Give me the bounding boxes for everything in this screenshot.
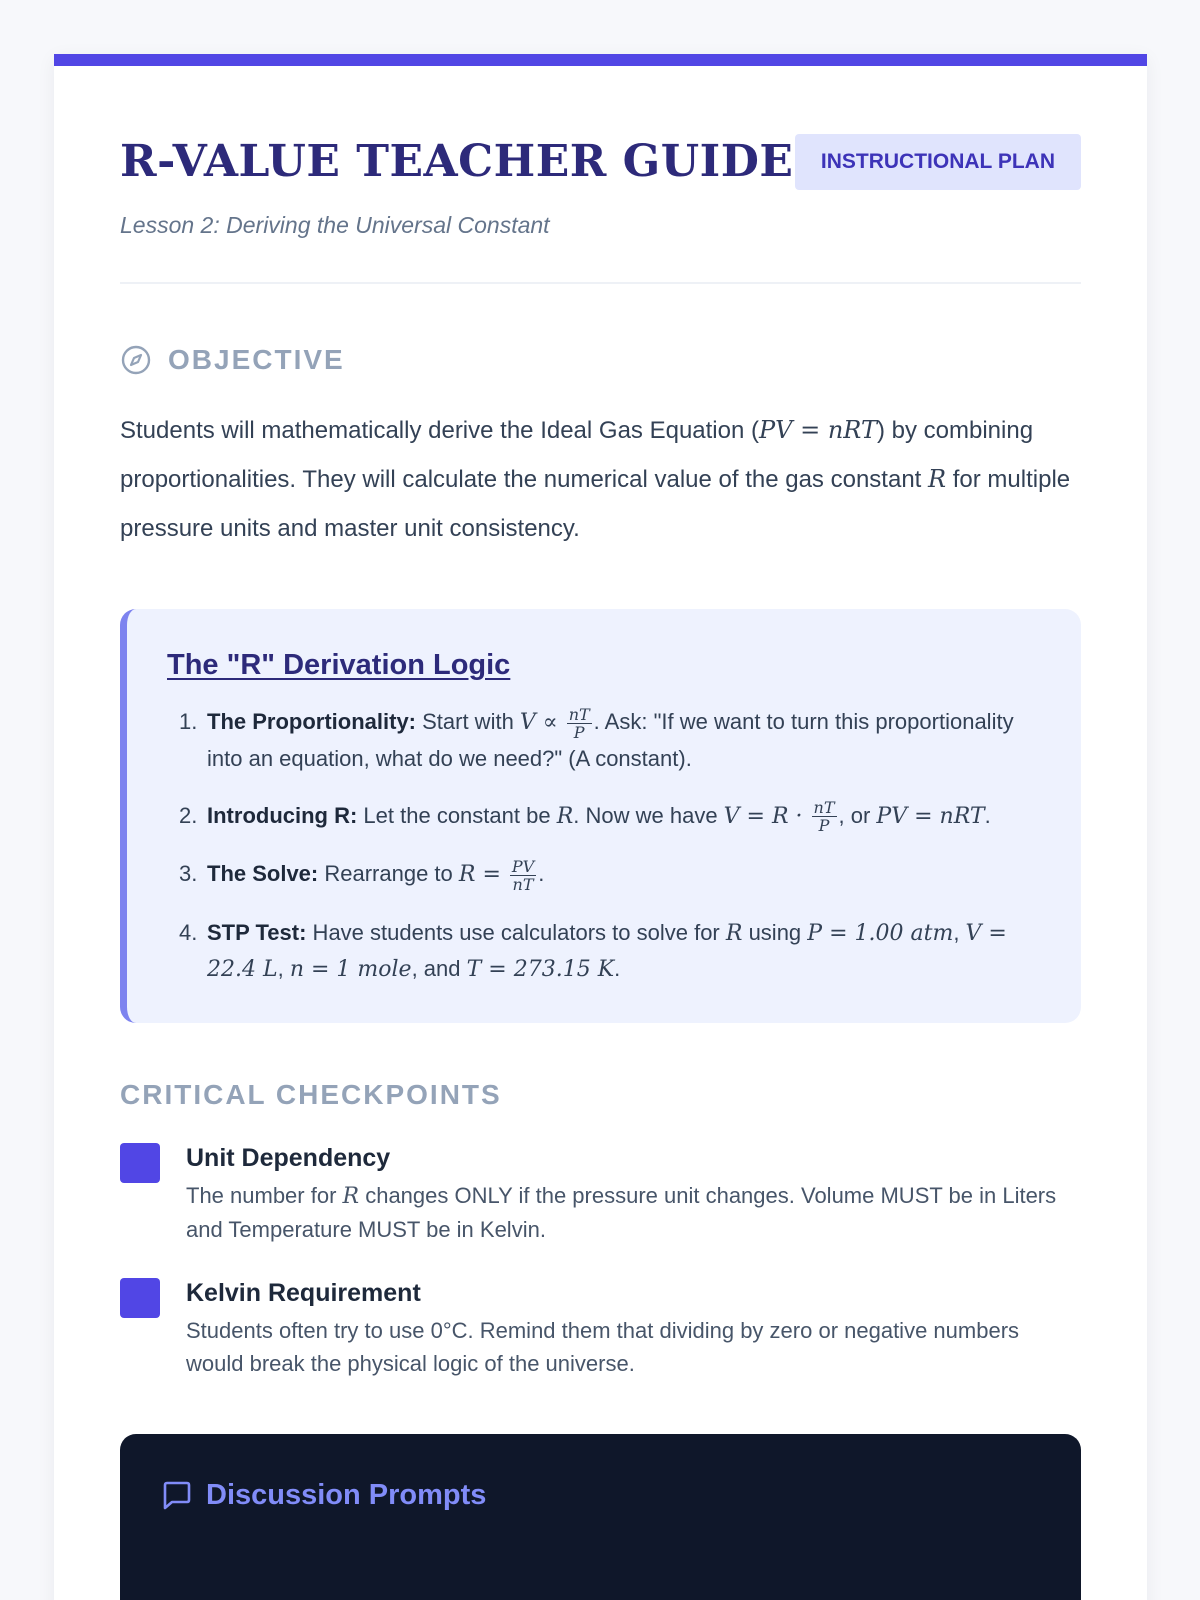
- derivation-logic-panel: [120, 609, 1081, 1023]
- checkpoint-kelvin-requirement: [120, 1276, 1081, 1380]
- derivation-step-3: 3. The Solve: Rearrange to R = $\frac{PV}{nT}$ .: [179, 857, 545, 895]
- derivation-step-1: 1. The Proportionality: Start with V ∝ $\frac{nT}{P}$ . Ask: "If we want to turn this proportionality into an equation, what do we need?" (A constant).: [179, 704, 1014, 771]
- lesson-subtitle: Lesson 2: Deriving the Universal Constant: [120, 212, 550, 238]
- fraction: $\frac{PV}{nT}$: [511, 857, 535, 895]
- checkpoint-text: The number for R changes ONLY if the pressure unit changes. Volume MUST be in Liters and Temperature MUST be in Kelvin.: [186, 1183, 1057, 1243]
- discussion-heading: [160, 1478, 1041, 1512]
- guide-header: [120, 66, 1081, 284]
- objective-text: Students will mathematically derive the Ideal Gas Equation (PV = nRT) by combining proportionalities. They will calculate the numerical value of the gas constant R for multiple pressure units and master unit consistency.: [120, 416, 1071, 542]
- gas-constant-symbol: R: [928, 465, 947, 493]
- objective-heading: [120, 344, 1081, 376]
- checkpoint-title: Kelvin Requirement: [186, 1279, 421, 1308]
- page-title: R-VALUE TEACHER GUIDE: [120, 136, 794, 187]
- derivation-steps: [167, 704, 1041, 987]
- derivation-step-4: 4. STP Test: Have students use calculators to solve for R using P = 1.00 atm, V = 22.4 L, n = 1 mole, and T = 273.15 K.: [179, 920, 1007, 983]
- checkpoints-heading: CRITICAL CHECKPOINTS: [120, 1079, 502, 1111]
- discussion-prompts-panel: [120, 1434, 1081, 1600]
- checkpoint-marker: [120, 1143, 160, 1183]
- checkpoint-text: Students often try to use 0°C. Remind them that dividing by zero or negative numbers would break the physical logic of the universe.: [186, 1318, 1020, 1377]
- checkpoint-unit-dependency: [120, 1141, 1081, 1246]
- checkpoint-title: Unit Dependency: [186, 1144, 391, 1173]
- checkpoint-marker: [120, 1278, 160, 1318]
- teacher-guide-page: [54, 54, 1147, 1600]
- chat-bubble-icon: [160, 1478, 194, 1512]
- derivation-step-2: 2. Introducing R: Let the constant be R. Now we have V = R · $\frac{nT}{P}$ , or PV = nRT.: [179, 798, 991, 836]
- compass-icon: [120, 344, 152, 376]
- fraction: $\frac{nT}{P}$: [813, 798, 835, 836]
- fraction: $\frac{nT}{P}$: [568, 704, 590, 742]
- ideal-gas-equation: PV = nRT: [759, 416, 877, 444]
- derivation-title: The "R" Derivation Logic: [167, 649, 511, 681]
- objective-label: OBJECTIVE: [168, 344, 345, 375]
- discussion-title: Discussion Prompts: [206, 1478, 487, 1511]
- instructional-plan-badge: INSTRUCTIONAL PLAN: [795, 134, 1081, 190]
